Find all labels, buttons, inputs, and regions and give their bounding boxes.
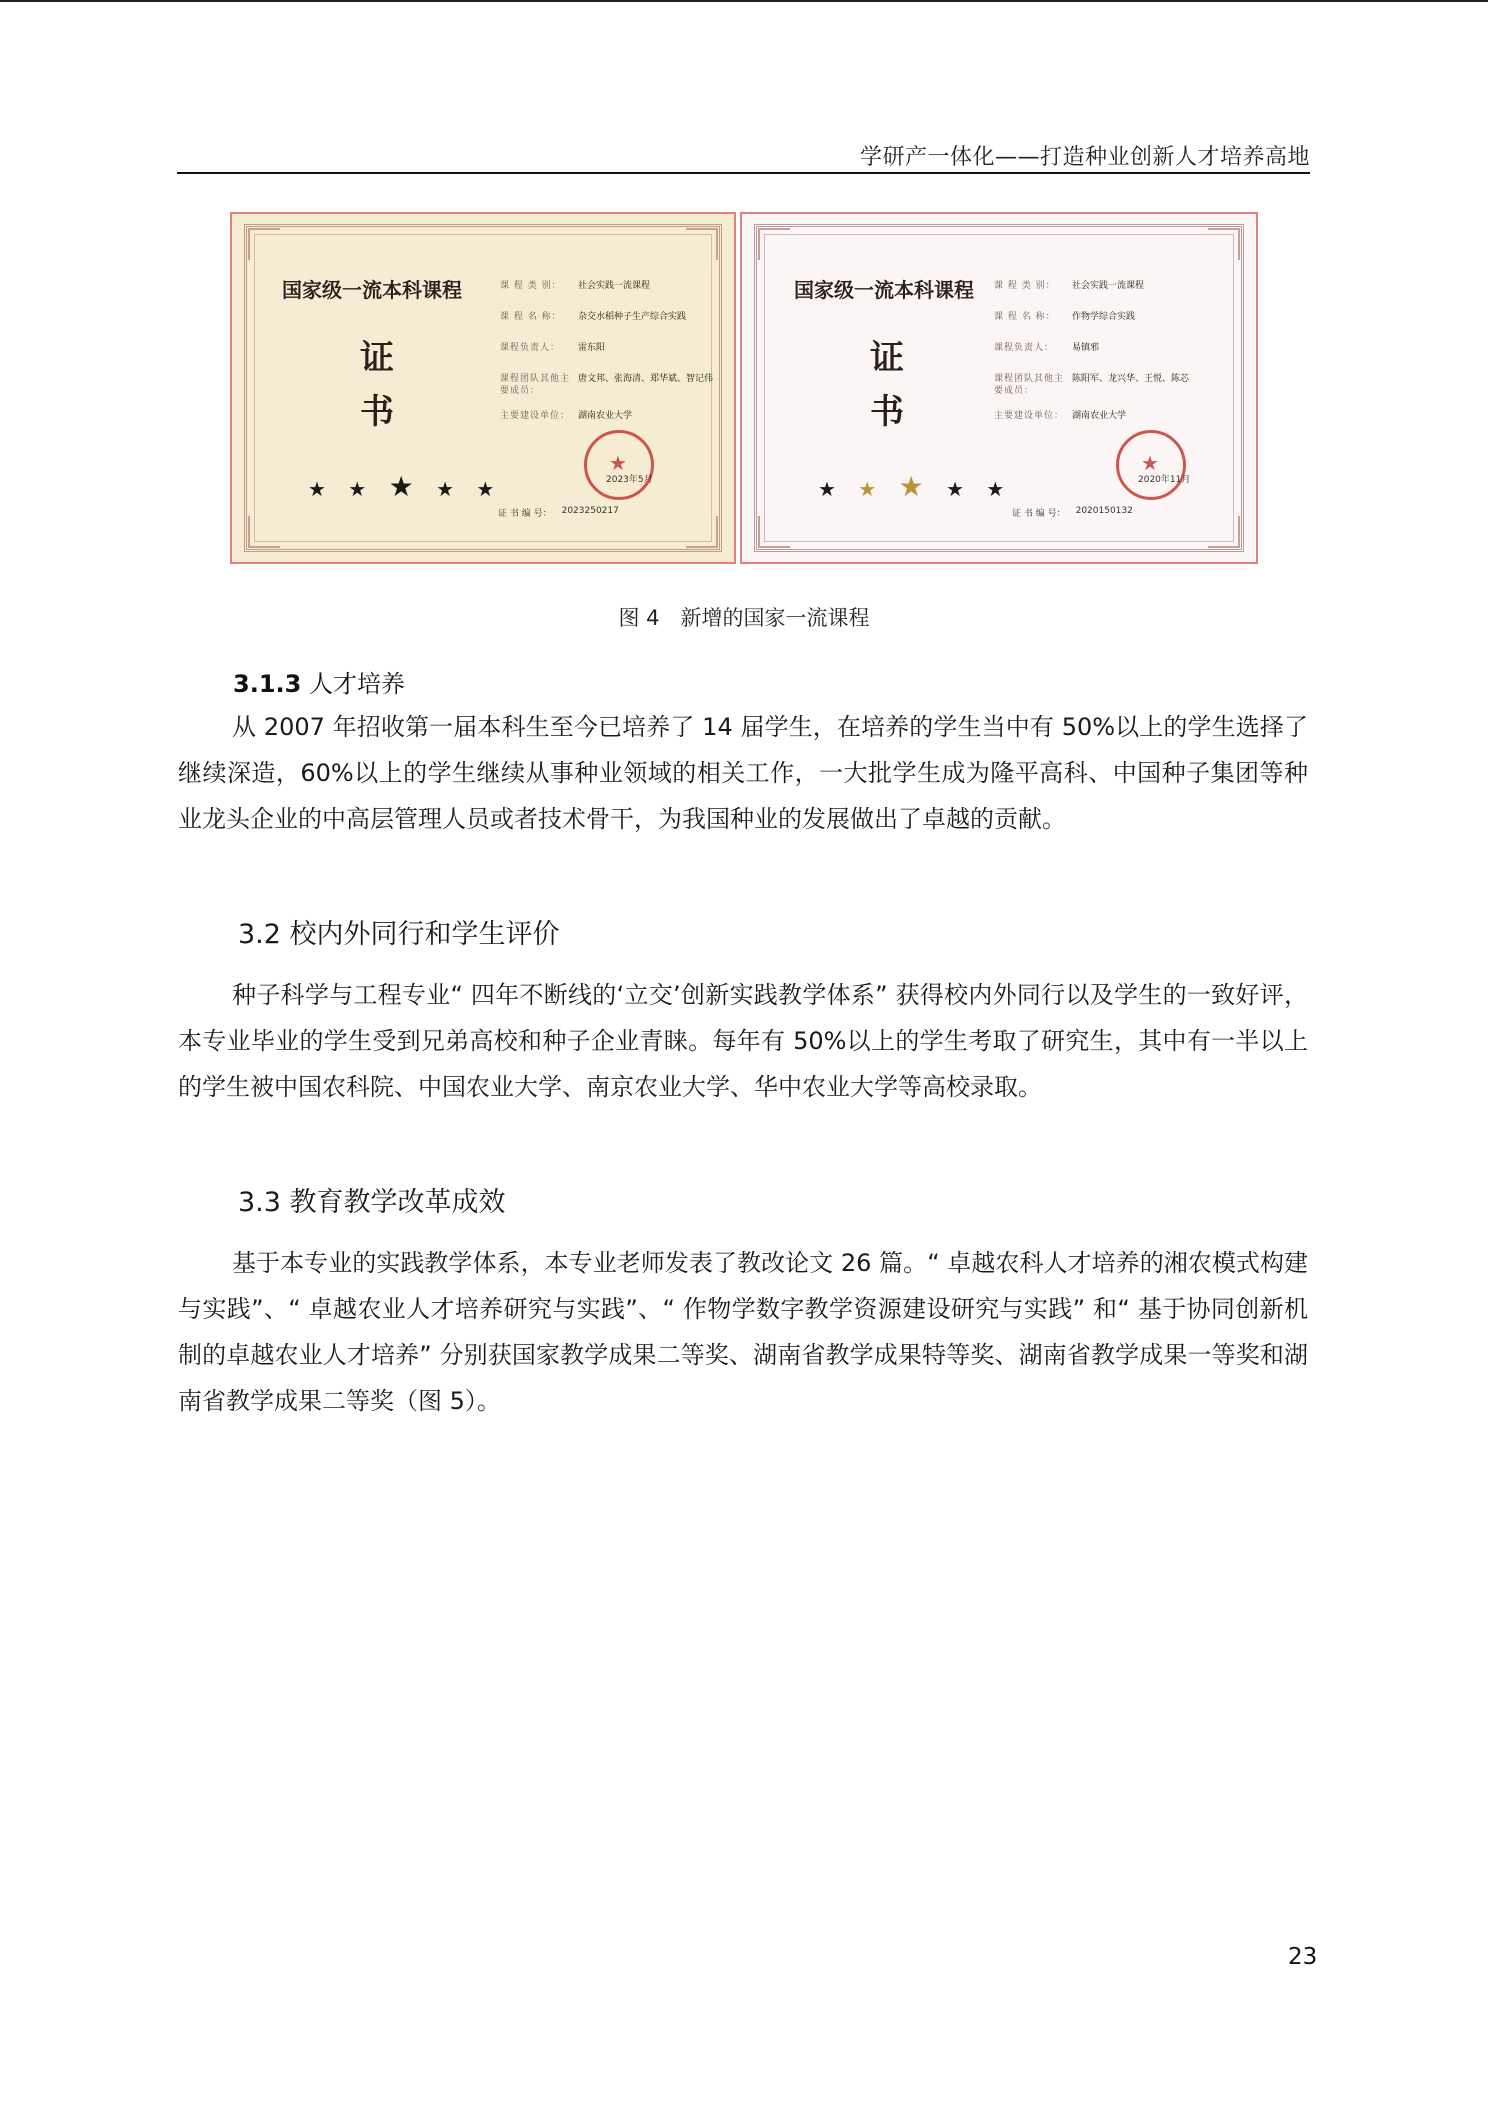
certificate-fields xyxy=(500,280,720,441)
section-number: 3.1.3 xyxy=(233,670,302,698)
certificate-date: 2023年5月 xyxy=(606,475,653,485)
field-label: 课 程 名 称： xyxy=(994,312,1056,322)
star-icon: ★ xyxy=(388,470,422,503)
certificate-field-members xyxy=(500,373,720,397)
field-label: 主要建设单位： xyxy=(994,411,1065,421)
field-label: 课程团队其他主要成员： xyxy=(994,374,1065,396)
figure-caption: 图 4 新增的国家一流课程 xyxy=(618,606,870,630)
certificate-field-unit xyxy=(994,410,1234,422)
corner-ornament xyxy=(686,228,718,260)
field-label: 课程负责人： xyxy=(994,343,1055,353)
certificate-field-category xyxy=(994,280,1234,292)
field-label: 课 程 名 称： xyxy=(500,312,562,322)
certificate-number-value: 2023250217 xyxy=(561,506,619,516)
field-value: 陈阳军、龙兴华、王悦、陈芯 xyxy=(1072,374,1190,384)
certificate-char-shu: 书 xyxy=(360,392,394,432)
certificate-stars xyxy=(818,470,1012,503)
page-top-edge xyxy=(0,0,1488,2)
section-heading-3-1-3 xyxy=(233,664,405,699)
certificate-title: 国家级一流本科课程 xyxy=(282,278,462,302)
certificate-field-course-name xyxy=(500,311,720,323)
star-icon: ★ xyxy=(986,477,1013,501)
official-seal-icon xyxy=(584,430,654,500)
field-value: 唐文邦、张海清、郑华斌、智记伟 xyxy=(578,374,714,384)
section-title: 人才培养 xyxy=(308,670,405,698)
figure-certificates xyxy=(230,212,1258,564)
certificate-field-leader xyxy=(994,342,1234,354)
certificate-field-members xyxy=(994,373,1234,397)
star-icon: ★ xyxy=(476,477,503,501)
corner-ornament xyxy=(758,228,790,260)
corner-ornament xyxy=(1208,516,1240,548)
certificate-field-leader xyxy=(500,342,720,354)
field-value: 社会实践一流课程 xyxy=(578,281,651,291)
corner-ornament xyxy=(248,516,280,548)
star-icon: ★ xyxy=(946,477,972,501)
page-number: 23 xyxy=(1288,1944,1318,1970)
field-label: 课 程 类 别： xyxy=(500,281,562,291)
corner-ornament xyxy=(1208,228,1240,260)
certificate-number-label: 证 书 编 号： xyxy=(1012,509,1066,519)
paragraph-reform-results: 基于本专业的实践教学体系，本专业老师发表了教改论文 26 篇。“ 卓越农科人才培养的湘农模式构建与实践”、“ 卓越农业人才培养研究与实践”、“ 作物学数字教学资源建设研究与实践” 和“ 基于协同创新机制的卓越农业人才培养” 分别获国家教学成果二等奖、湖南省教学成果特等奖、湖南省教学成果一等奖和湖南省教学成果二等奖（图 5）。 xyxy=(178,1249,1308,1415)
certificate-date: 2020年11月 xyxy=(1138,475,1191,485)
star-icon: ★ xyxy=(818,477,844,501)
certificate-number-value: 2020150132 xyxy=(1075,506,1133,516)
field-value: 湖南农业大学 xyxy=(578,411,633,421)
header-rule xyxy=(177,172,1310,174)
field-value: 作物学综合实践 xyxy=(1072,312,1136,322)
corner-ornament xyxy=(248,228,280,260)
certificate-field-unit xyxy=(500,410,720,422)
certificate-title: 国家级一流本科课程 xyxy=(794,278,974,302)
field-label: 课程负责人： xyxy=(500,343,561,353)
certificate-number xyxy=(498,506,619,519)
field-value: 杂交水稻种子生产综合实践 xyxy=(578,312,687,322)
certificate-char-zheng: 证 xyxy=(870,338,904,378)
certificate-number-label: 证 书 编 号： xyxy=(498,509,552,519)
corner-ornament xyxy=(686,516,718,548)
certificate-char-shu: 书 xyxy=(870,392,904,432)
certificate-stars xyxy=(308,470,502,503)
official-seal-icon xyxy=(1116,430,1186,500)
field-label: 课程团队其他主要成员： xyxy=(500,374,571,396)
paragraph-peer-evaluation: 种子科学与工程专业“ 四年不断线的‘立交’创新实践教学体系” 获得校内外同行以及学生的一致好评，本专业毕业的学生受到兄弟高校和种子企业青睐。每年有 50%以上的学生考取了研究生，其中有一半以上的学生被中国农科院、中国农业大学、南京农业大学、华中农业大学等高校录取。 xyxy=(178,981,1308,1101)
running-header: 学研产一体化——打造种业创新人才培养高地 xyxy=(859,145,1310,170)
field-label: 主要建设单位： xyxy=(500,411,571,421)
section-heading-3-3: 3.3 教育教学改革成效 xyxy=(238,1187,506,1218)
certificate-field-category xyxy=(500,280,720,292)
star-icon: ★ xyxy=(308,477,334,501)
paragraph-talent-cultivation: 从 2007 年招收第一届本科生至今已培养了 14 届学生，在培养的学生当中有 50%以上的学生选择了继续深造，60%以上的学生继续从事种业领域的相关工作，一大批学生成为隆平高科、中国种子集团等种业龙头企业的中高层管理人员或者技术骨干，为我国种业的发展做出了卓越的贡献。 xyxy=(178,713,1308,833)
certificate-2 xyxy=(740,212,1258,564)
certificate-number xyxy=(1012,506,1133,519)
certificate-char-zheng: 证 xyxy=(360,338,394,378)
certificate-1 xyxy=(230,212,736,564)
star-icon: ★ xyxy=(348,477,375,501)
field-value: 雷东阳 xyxy=(578,343,606,353)
star-icon: ★ xyxy=(898,470,932,503)
field-value: 湖南农业大学 xyxy=(1072,411,1127,421)
section-heading-3-2: 3.2 校内外同行和学生评价 xyxy=(238,919,560,950)
certificate-field-course-name xyxy=(994,311,1234,323)
certificate-fields xyxy=(994,280,1234,441)
field-label: 课 程 类 别： xyxy=(994,281,1056,291)
corner-ornament xyxy=(758,516,790,548)
star-icon: ★ xyxy=(858,477,885,501)
field-value: 易镇邪 xyxy=(1072,343,1100,353)
field-value: 社会实践一流课程 xyxy=(1072,281,1145,291)
star-icon: ★ xyxy=(436,477,462,501)
